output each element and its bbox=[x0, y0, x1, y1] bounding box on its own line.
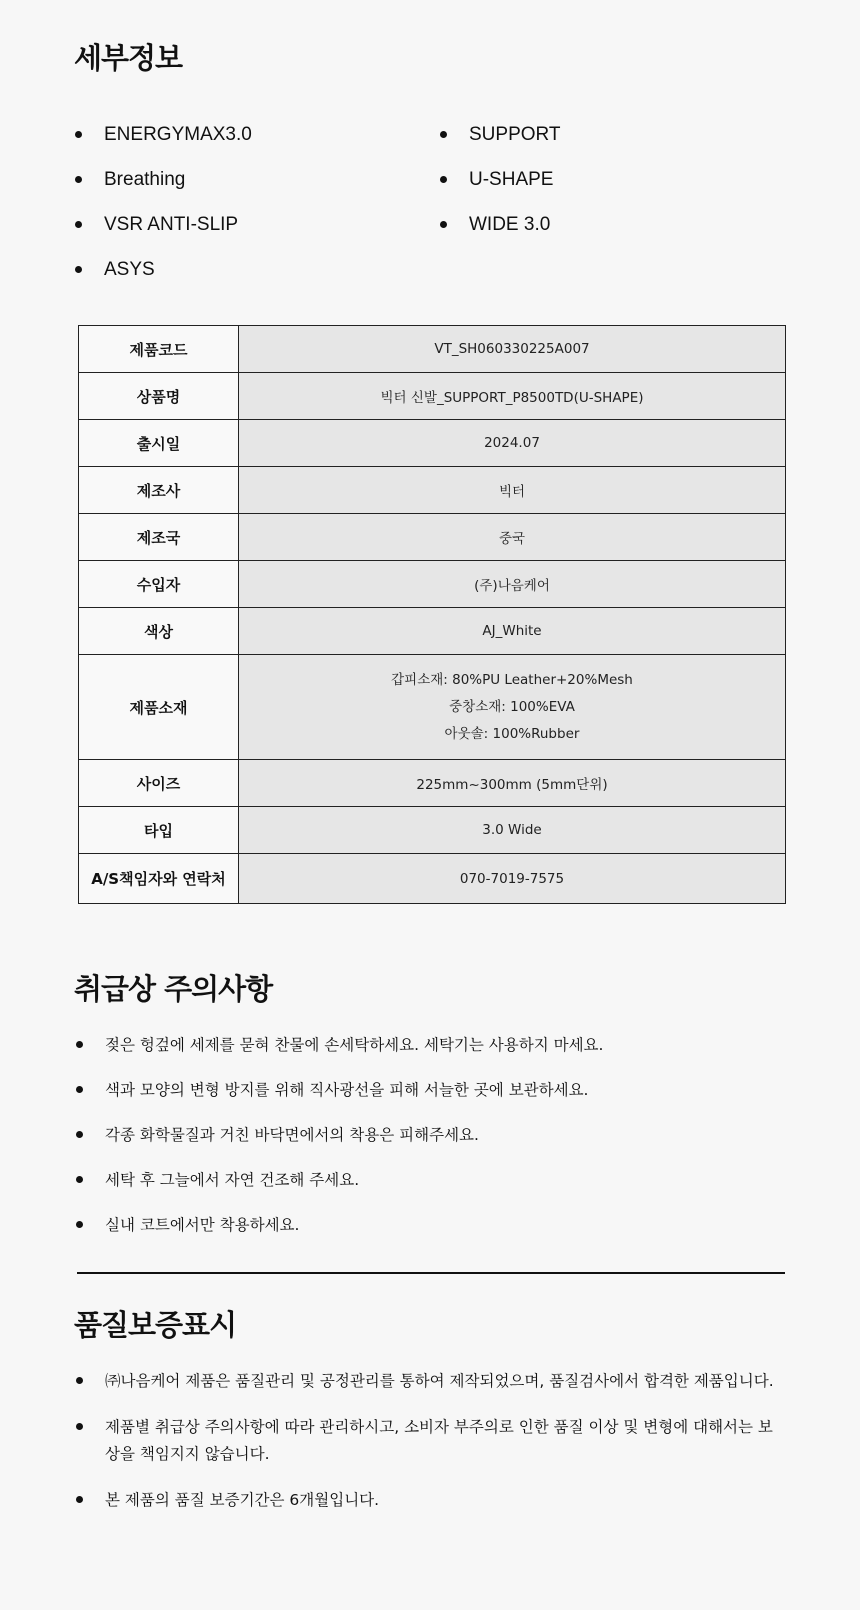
spec-key: 색상 bbox=[79, 608, 239, 655]
table-row bbox=[79, 420, 786, 467]
feature-item: VSR ANTI-SLIP bbox=[74, 211, 252, 256]
detail-section-title: 세부정보 bbox=[74, 41, 183, 75]
material-line: 아웃솔: 100%Rubber bbox=[444, 725, 580, 742]
feature-item: SUPPORT bbox=[439, 121, 561, 166]
feature-list-right bbox=[439, 121, 561, 256]
care-list bbox=[75, 1032, 603, 1257]
feature-list-left bbox=[74, 121, 252, 301]
care-section-title: 취급상 주의사항 bbox=[74, 972, 273, 1006]
list-item: ㈜나음케어 제품은 품질관리 및 공정관리를 통하여 제작되었으며, 품질검사에서 합격한 제품입니다. bbox=[75, 1368, 785, 1395]
table-row bbox=[79, 760, 786, 807]
list-item: 본 제품의 품질 보증기간은 6개월입니다. bbox=[75, 1487, 785, 1514]
section-divider bbox=[77, 1272, 785, 1274]
feature-item: ENERGYMAX3.0 bbox=[74, 121, 252, 166]
quality-list bbox=[75, 1368, 785, 1533]
spec-key: A/S책임자와 연락처 bbox=[79, 854, 239, 904]
table-row bbox=[79, 608, 786, 655]
table-row bbox=[79, 514, 786, 561]
spec-value: 225mm~300mm (5mm단위) bbox=[239, 760, 786, 807]
spec-key: 타입 bbox=[79, 807, 239, 854]
spec-key: 출시일 bbox=[79, 420, 239, 467]
table-row bbox=[79, 854, 786, 904]
material-line: 갑피소재: 80%PU Leather+20%Mesh bbox=[391, 671, 633, 688]
spec-table bbox=[78, 325, 786, 904]
list-item: 색과 모양의 변형 방지를 위해 직사광선을 피해 서늘한 곳에 보관하세요. bbox=[75, 1077, 603, 1122]
spec-value: 빅터 신발_SUPPORT_P8500TD(U-SHAPE) bbox=[239, 373, 786, 420]
list-item: 각종 화학물질과 거친 바닥면에서의 착용은 피해주세요. bbox=[75, 1122, 603, 1167]
spec-key: 상품명 bbox=[79, 373, 239, 420]
quality-section-title: 품질보증표시 bbox=[74, 1308, 237, 1342]
feature-item: U-SHAPE bbox=[439, 166, 561, 211]
table-row bbox=[79, 373, 786, 420]
list-item: 세탁 후 그늘에서 자연 건조해 주세요. bbox=[75, 1167, 603, 1212]
spec-value: VT_SH060330225A007 bbox=[239, 326, 786, 373]
spec-key: 제조사 bbox=[79, 467, 239, 514]
table-row bbox=[79, 467, 786, 514]
table-row bbox=[79, 655, 786, 760]
spec-key: 제품소재 bbox=[79, 655, 239, 760]
material-line: 중창소재: 100%EVA bbox=[449, 698, 575, 715]
list-item: 제품별 취급상 주의사항에 따라 관리하시고, 소비자 부주의로 인한 품질 이상 및 변형에 대해서는 보상을 책임지지 않습니다. bbox=[75, 1414, 785, 1468]
feature-item: ASYS bbox=[74, 256, 252, 301]
feature-item: Breathing bbox=[74, 166, 252, 211]
spec-value: (주)나음케어 bbox=[239, 561, 786, 608]
feature-item: WIDE 3.0 bbox=[439, 211, 561, 256]
spec-key: 수입자 bbox=[79, 561, 239, 608]
spec-value: 중국 bbox=[239, 514, 786, 561]
spec-key: 사이즈 bbox=[79, 760, 239, 807]
spec-value: 070-7019-7575 bbox=[239, 854, 786, 904]
spec-key: 제조국 bbox=[79, 514, 239, 561]
spec-value: 3.0 Wide bbox=[239, 807, 786, 854]
table-row bbox=[79, 561, 786, 608]
spec-value: AJ_White bbox=[239, 608, 786, 655]
spec-value-materials bbox=[239, 655, 786, 760]
table-row bbox=[79, 807, 786, 854]
list-item: 젖은 헝겊에 세제를 묻혀 찬물에 손세탁하세요. 세탁기는 사용하지 마세요. bbox=[75, 1032, 603, 1077]
spec-value: 빅터 bbox=[239, 467, 786, 514]
list-item: 실내 코트에서만 착용하세요. bbox=[75, 1212, 603, 1257]
table-row bbox=[79, 326, 786, 373]
spec-key: 제품코드 bbox=[79, 326, 239, 373]
spec-value: 2024.07 bbox=[239, 420, 786, 467]
